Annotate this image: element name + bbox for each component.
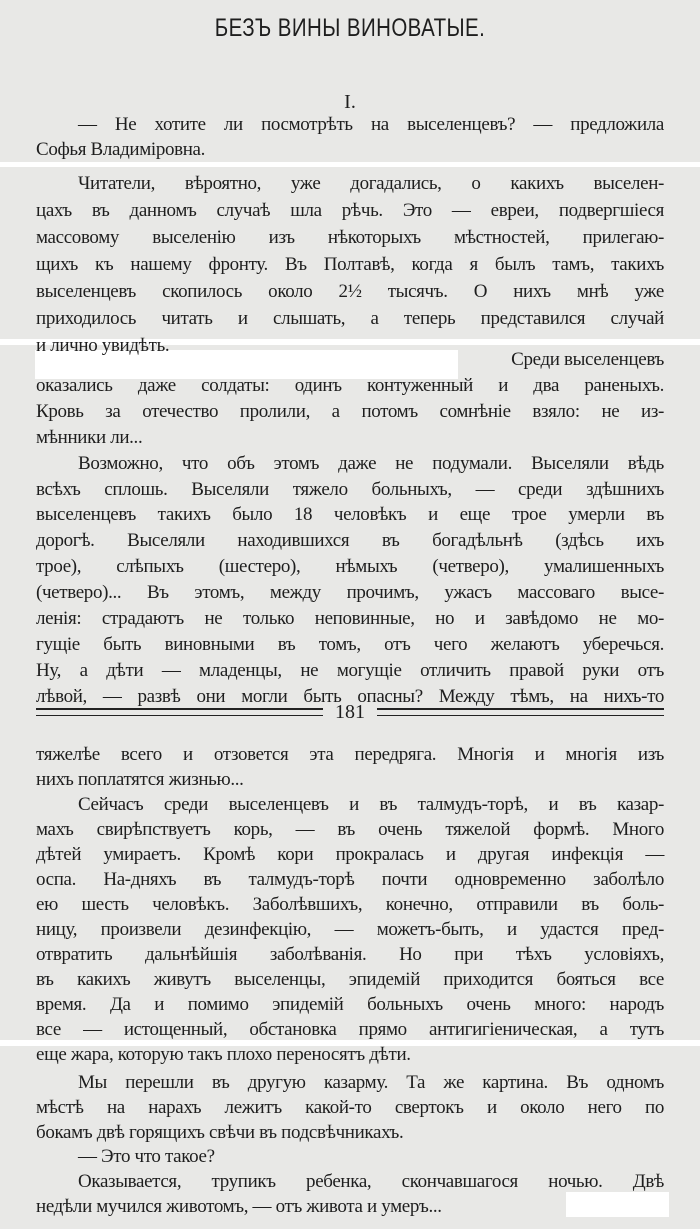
text-line: приходилось читать и слышать, а теперь представился случай	[36, 308, 664, 329]
text-line: въ какихъ живутъ выселенцы, эпидемiй приходится бояться все	[36, 969, 664, 990]
text-line: нихъ поплатятся жизнью...	[36, 769, 244, 790]
text-line: — Не хотите ли посмотрѣть на выселенцевъ? — предложила	[78, 114, 664, 135]
text-line: — Это что такое?	[78, 1146, 215, 1168]
scan-gap	[0, 162, 700, 167]
text-line: Софья Владимiровна.	[36, 139, 206, 160]
paragraph	[36, 170, 664, 359]
text-line: щихъ къ нашему фронту. Въ Полтавѣ, когда я былъ тамъ, такихъ	[36, 254, 664, 275]
paragraph	[36, 451, 664, 710]
divider-rule	[36, 708, 323, 716]
paragraph	[36, 742, 664, 792]
text-section	[36, 347, 664, 710]
text-line: недѣли мучился животомъ, — отъ живота и умеръ...	[36, 1195, 442, 1217]
page-footer	[36, 700, 664, 724]
text-line: выселенцевъ скопилось около 2½ тысячъ. О нихъ мнѣ уже	[36, 281, 664, 302]
text-line: Кровь за отечество пролили, а потомъ сомнѣнiе взяло: не из-	[36, 400, 664, 422]
text-line: махъ свирѣпствуетъ корь, — въ очень тяжелой формѣ. Много	[36, 819, 664, 840]
text-line: лѣвой, — развѣ они могли быть опасны? Между тѣмъ, на нихъ-то	[36, 685, 664, 707]
text-line: Оказывается, трупикъ ребенка, скончавшагося ночью. Двѣ	[78, 1171, 664, 1193]
text-line: тяжелѣе всего и отзовется эта передряга. Многiя и многiя изъ	[36, 744, 664, 765]
text-line: все — истощенный, обстановка прямо антигигiеническая, а тутъ	[36, 1019, 664, 1040]
text-section	[36, 1071, 664, 1220]
text-line: ею шесть человѣкъ. Заболѣвшихъ, конечно, отправили въ боль-	[36, 894, 664, 915]
paragraph	[36, 112, 664, 162]
text-line: оспа. На-дняхъ въ талмудъ-торѣ почти одновременно заболѣло	[36, 869, 664, 890]
paragraph	[36, 1071, 664, 1145]
text-line: мѣстѣ на нарахъ лежитъ какой-то свертокъ и около него по	[36, 1096, 664, 1118]
divider-rule	[377, 708, 664, 716]
text-line: Читатели, вѣроятно, уже догадались, о какихъ выселен-	[78, 173, 664, 194]
text-section	[36, 170, 664, 359]
text-line: мѣнники ли...	[36, 426, 143, 448]
page-title: БЕЗЪ ВИНЫ ВИНОВАТЫЕ.	[214, 14, 486, 42]
text-line: (четверо)... Въ этомъ, между прочимъ, ужасъ массоваго высе-	[36, 582, 664, 604]
text-line: дорогѣ. Выселяли находившихся въ богадѣльнѣ (здѣсь ихъ	[36, 530, 664, 552]
paragraph	[36, 347, 664, 451]
text-line: Ну, а дѣти — младенцы, не могущiе отличить правой руки отъ	[36, 659, 664, 681]
text-line: гущiе быть виновными въ томъ, отъ чего желаютъ уберечься.	[36, 633, 664, 655]
text-line: трое), слѣпыхъ (шестеро), нѣмыхъ (четверо), умалишенныхъ	[36, 556, 664, 578]
text-line: цахъ въ данномъ случаѣ шла рѣчь. Это — евреи, подвергшiеся	[36, 200, 664, 221]
text-line: дѣтей умираетъ. Кромѣ кори прокралась и другая инфекцiя —	[36, 844, 664, 865]
text-line: бокамъ двѣ горящихъ свѣчи въ подсвѣчникахъ.	[36, 1121, 404, 1143]
text-section	[36, 112, 664, 162]
chapter-number: I.	[344, 91, 356, 113]
text-line: оказались даже солдаты: одинъ контуженный и два раненыхъ.	[36, 374, 664, 396]
paragraph	[36, 792, 664, 1067]
paragraph	[36, 1170, 664, 1220]
text-line: время. Да и помимо эпидемiй больныхъ очень много: народъ	[36, 994, 664, 1015]
text-line: массовому выселенiю изъ нѣкоторыхъ мѣстностей, прилегаю-	[36, 227, 664, 248]
page-number: 181	[335, 700, 365, 723]
text-line: и лично увидѣть.	[36, 335, 170, 356]
text-line: ницу, произвели дезинфекцiю, — можетъ-быть, и удастся пред-	[36, 919, 664, 940]
text-line: еще жара, которую такъ плохо переносятъ дѣти.	[36, 1044, 411, 1065]
text-line: Среди выселенцевъ	[511, 349, 664, 370]
text-line: Мы перешли въ другую казарму. Та же картина. Въ одномъ	[78, 1072, 664, 1093]
text-line: всѣхъ сплошь. Выселяли тяжело больныхъ, — среди здѣшнихъ	[36, 478, 664, 500]
text-line: ленiя: страдаютъ не только неповинные, но и завѣдомо не мо-	[36, 608, 664, 630]
text-line: отвратить дальнѣйшiя заболѣванiя. Но при тѣхъ условiяхъ,	[36, 944, 664, 965]
text-line: Возможно, что объ этомъ даже не подумали. Выселяли вѣдь	[78, 452, 664, 474]
text-line: выселенцевъ такихъ было 18 человѣкъ и еще трое умерли въ	[36, 504, 664, 526]
paragraph	[36, 1145, 664, 1170]
text-section	[36, 742, 664, 1067]
text-line: Сейчасъ среди выселенцевъ и въ талмудъ-торѣ, и въ казар-	[78, 794, 664, 815]
